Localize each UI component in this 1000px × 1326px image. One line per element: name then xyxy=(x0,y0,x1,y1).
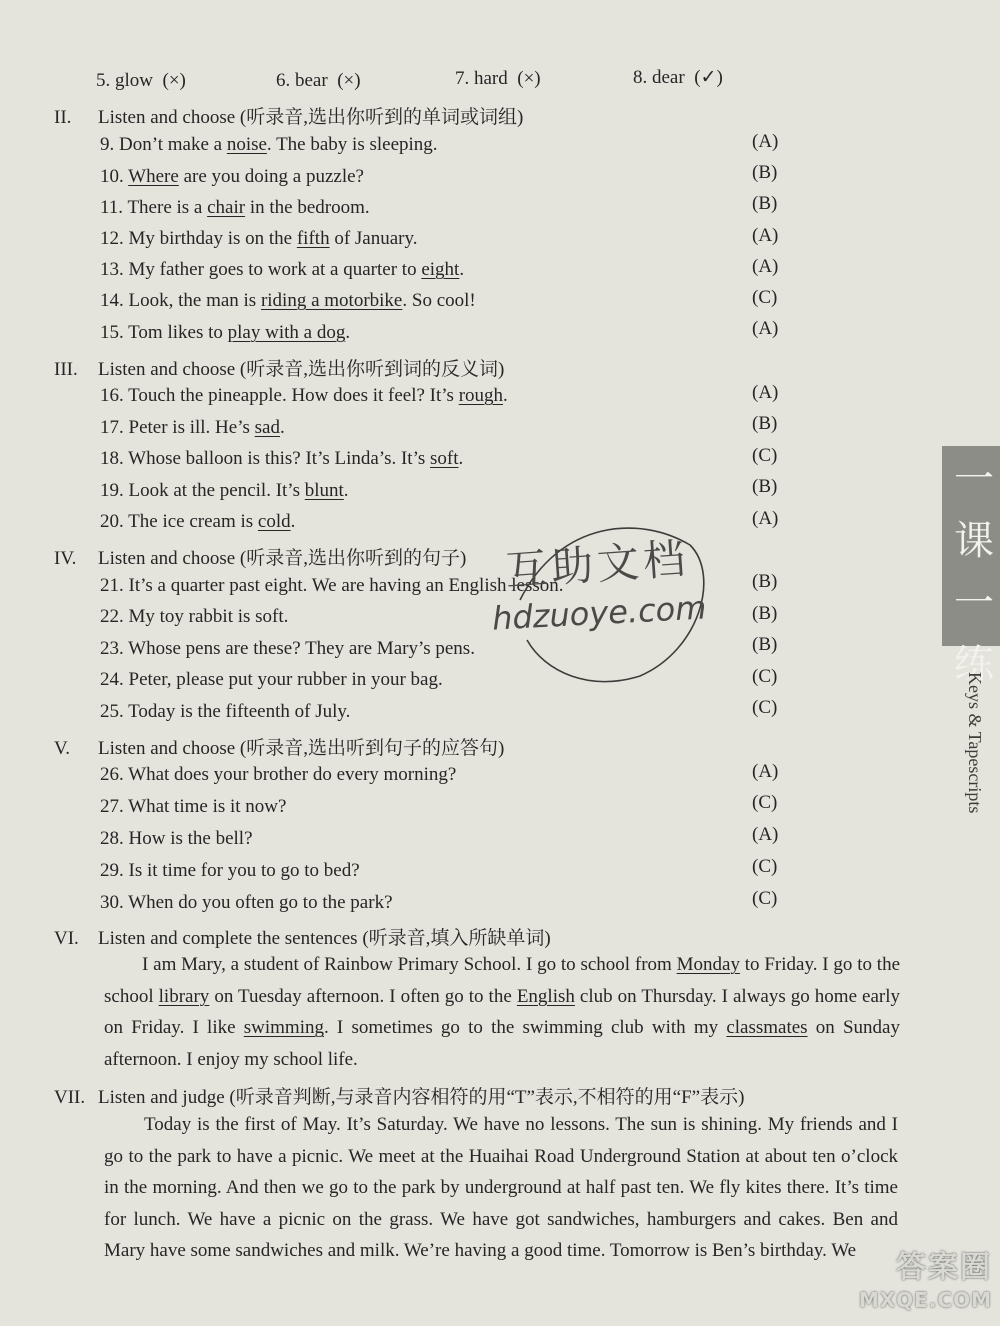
item-7: 7. hard (×) xyxy=(455,68,541,89)
question-11: 11. There is a chair in the bedroom. xyxy=(100,197,370,218)
question-30: 30. When do you often go to the park? xyxy=(100,892,393,913)
item-8: 8. dear (✓) xyxy=(633,67,723,88)
answer-22: (B) xyxy=(752,603,778,624)
answer-15: (A) xyxy=(752,318,779,339)
answer-23: (B) xyxy=(752,634,778,655)
site-logo-url: MXQE.COM xyxy=(858,1288,992,1312)
watermark-url: hdzuoye.com xyxy=(491,588,708,638)
answer-12: (A) xyxy=(752,225,779,246)
question-10: 10. Where are you doing a puzzle? xyxy=(100,166,364,187)
answer-17: (B) xyxy=(752,413,778,434)
sidebar-series-title: 一 课 一 练 xyxy=(954,456,994,687)
answer-27: (C) xyxy=(752,792,778,813)
item-5: 5. glow (×) xyxy=(96,70,186,91)
question-9: 9. Don’t make a noise. The baby is sleeping. xyxy=(100,134,438,155)
answer-18: (C) xyxy=(752,445,778,466)
question-26: 26. What does your brother do every morning? xyxy=(100,764,457,785)
answer-19: (B) xyxy=(752,476,778,497)
question-17: 17. Peter is ill. He’s sad. xyxy=(100,417,285,438)
question-21: 21. It’s a quarter past eight. We are having an English lesson. xyxy=(100,575,564,596)
question-19: 19. Look at the pencil. It’s blunt. xyxy=(100,480,349,501)
question-25: 25. Today is the fifteenth of July. xyxy=(100,701,351,722)
question-20: 20. The ice cream is cold. xyxy=(100,511,296,532)
question-13: 13. My father goes to work at a quarter to eight. xyxy=(100,259,465,280)
site-logo: 答案圈 xyxy=(896,1250,992,1285)
section-7-heading: VII. Listen and judge (听录音判断,与录音内容相符的用“T”表示,不相符的用“F”表示) xyxy=(54,1087,745,1108)
section-3-heading: III. Listen and choose (听录音,选出你听到词的反义词) xyxy=(54,359,505,380)
section-4-heading: IV. Listen and choose (听录音,选出你听到的句子) xyxy=(54,548,467,569)
question-22: 22. My toy rabbit is soft. xyxy=(100,606,289,627)
answer-29: (C) xyxy=(752,856,778,877)
sidebar-section-label: Keys & Tapescripts xyxy=(965,672,985,814)
answer-14: (C) xyxy=(752,287,778,308)
question-15: 15. Tom likes to play with a dog. xyxy=(100,322,351,343)
question-12: 12. My birthday is on the fifth of January. xyxy=(100,228,418,249)
answer-9: (A) xyxy=(752,131,779,152)
section-2-heading: II. Listen and choose (听录音,选出你听到的单词或词组) xyxy=(54,107,524,128)
answer-13: (A) xyxy=(752,256,779,277)
question-27: 27. What time is it now? xyxy=(100,796,287,817)
item-6: 6. bear (×) xyxy=(276,70,361,91)
section-5-heading: V. Listen and choose (听录音,选出听到句子的应答句) xyxy=(54,738,505,759)
question-18: 18. Whose balloon is this? It’s Linda’s. It’s soft. xyxy=(100,448,464,469)
answer-11: (B) xyxy=(752,193,778,214)
answer-16: (A) xyxy=(752,382,779,403)
question-29: 29. Is it time for you to go to bed? xyxy=(100,860,360,881)
answer-20: (A) xyxy=(752,508,779,529)
question-16: 16. Touch the pineapple. How does it feel? It’s rough. xyxy=(100,385,508,406)
answer-26: (A) xyxy=(752,761,779,782)
question-24: 24. Peter, please put your rubber in your bag. xyxy=(100,669,443,690)
answer-24: (C) xyxy=(752,666,778,687)
section-6-passage: I am Mary, a student of Rainbow Primary School. I go to school from Monday to Friday. I go to the school library on Tuesday afternoon. I often go to the English club on Thursday. I always go home early on Friday. I like swimming. I sometimes go to the swimming club with my classmates on Sunday afternoon. I enjoy my school life. xyxy=(104,954,901,1070)
question-23: 23. Whose pens are these? They are Mary’s pens. xyxy=(100,638,475,659)
question-28: 28. How is the bell? xyxy=(100,828,253,849)
answer-30: (C) xyxy=(752,888,778,909)
section-6-heading: VI. Listen and complete the sentences (听录音,填入所缺单词) xyxy=(54,928,551,949)
answer-25: (C) xyxy=(752,697,778,718)
question-14: 14. Look, the man is riding a motorbike. So cool! xyxy=(100,290,476,311)
answer-10: (B) xyxy=(752,162,778,183)
answer-21: (B) xyxy=(752,571,778,592)
watermark-chinese: 互助文档 xyxy=(503,533,691,596)
section-7-passage: Today is the first of May. It’s Saturday. We have no lessons. The sun is shining. My friends and I go to the park to have a picnic. We meet at the Huaihai Road Underground Station at about ten o’clock in the morning. And then we go to the park by underground at half past ten. We fly kites there. It’s time for lunch. We have a picnic on the grass. We have got sandwiches, hamburgers and cakes. Ben and Mary have some sandwiches and milk. We’re having a good time. Tomorrow is Ben’s birthday. We xyxy=(104,1114,898,1262)
answer-28: (A) xyxy=(752,824,779,845)
